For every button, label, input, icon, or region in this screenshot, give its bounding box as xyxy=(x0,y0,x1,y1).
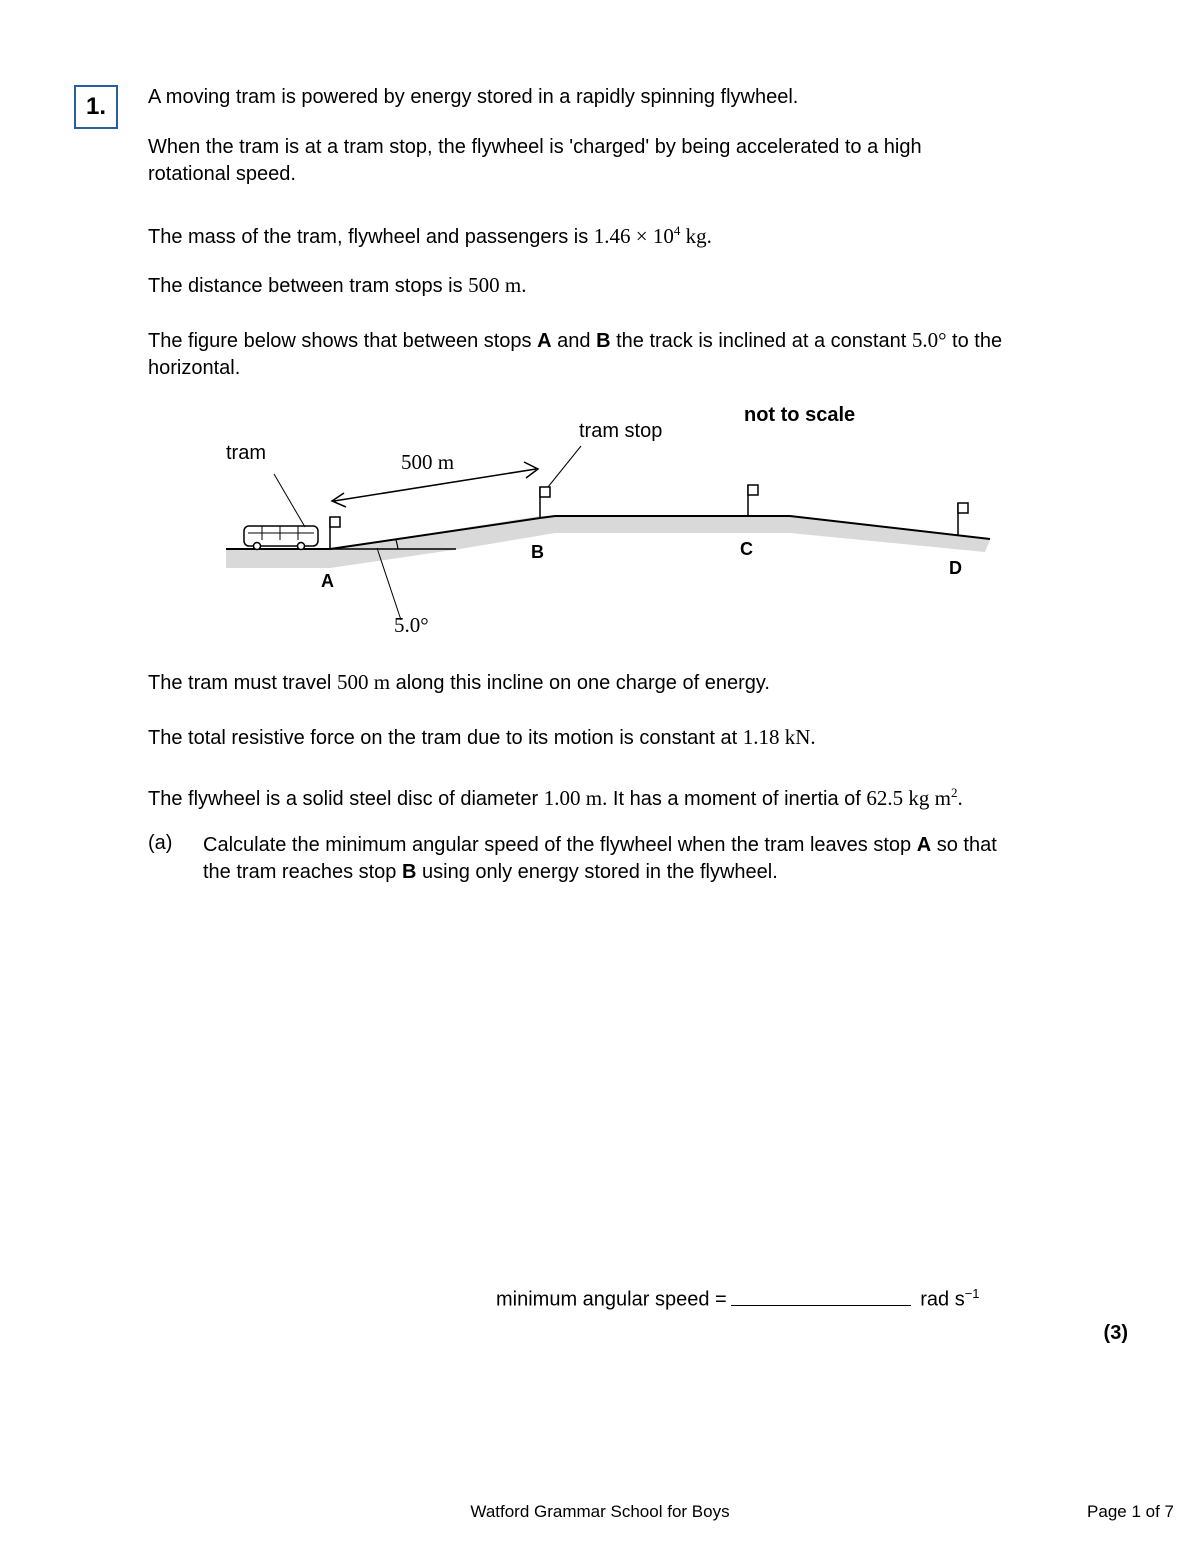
flywheel-paragraph: The flywheel is a solid steel disc of diameter 1.00 m. It has a moment of inertia of 62.5 kg $m^2$. xyxy=(148,785,963,810)
label-tram: tram xyxy=(226,442,266,464)
flag-A xyxy=(330,517,340,549)
charge-paragraph: When the tram is at a tram stop, the flywheel is 'charged' by being accelerated to a high rotational speed. xyxy=(148,136,922,185)
travel-paragraph: The tram must travel 500 m along this incline on one charge of energy. xyxy=(148,670,770,694)
label-tram-stop: tram stop xyxy=(579,420,663,442)
marks-badge: (3) xyxy=(1103,1322,1128,1344)
label-not-to-scale: not to scale xyxy=(744,404,856,426)
flag-C xyxy=(748,485,758,516)
ground-incline xyxy=(330,516,555,568)
incline-figure xyxy=(0,390,1200,650)
label-angle: 5.0° xyxy=(394,613,429,637)
tram-icon xyxy=(244,526,318,550)
figure-intro-paragraph: The figure below shows that between stops A and B the track is inclined at a constant 5.0° to the horizontal. xyxy=(148,328,1003,379)
footer-page-number: Page 1 of 7 xyxy=(1087,1502,1174,1521)
footer-school: Watford Grammar School for Boys xyxy=(470,1502,730,1521)
resistive-force-paragraph: The total resistive force on the tram due to its motion is constant at 1.18 kN. xyxy=(148,725,816,749)
ground-decline xyxy=(790,516,990,552)
label-stop-D: D xyxy=(949,558,962,578)
flag-D xyxy=(958,503,968,535)
ground-flat-left xyxy=(226,549,330,568)
distance-value: 500 m. xyxy=(468,273,527,297)
label-stop-A: A xyxy=(321,571,334,591)
part-a-question: Calculate the minimum angular speed of the flywheel when the tram leaves stop A so that the tram reaches stop B using only energy stored in the flywheel. xyxy=(203,834,997,883)
mass-paragraph: The mass of the tram, flywheel and passengers is $1.46 \times 10^4$ kg. xyxy=(148,223,712,248)
flag-B xyxy=(540,487,550,518)
part-a-label: (a) xyxy=(148,832,173,854)
intro-text: A moving tram is powered by energy stored in a rapidly spinning flywheel. xyxy=(148,86,799,108)
label-stop-B: B xyxy=(531,542,544,562)
distance-paragraph: The distance between tram stops is 500 m. xyxy=(148,273,527,297)
answer-line: minimum angular speed = rad $s^{-1}$ xyxy=(496,1286,980,1311)
question-number: 1. xyxy=(74,85,118,129)
label-distance: 500 m xyxy=(401,450,455,474)
label-stop-C: C xyxy=(740,539,753,559)
ground-top xyxy=(555,516,790,533)
answer-input[interactable] xyxy=(731,1287,911,1306)
mass-value: $1.46 \times 10^4$ kg. xyxy=(593,223,712,248)
